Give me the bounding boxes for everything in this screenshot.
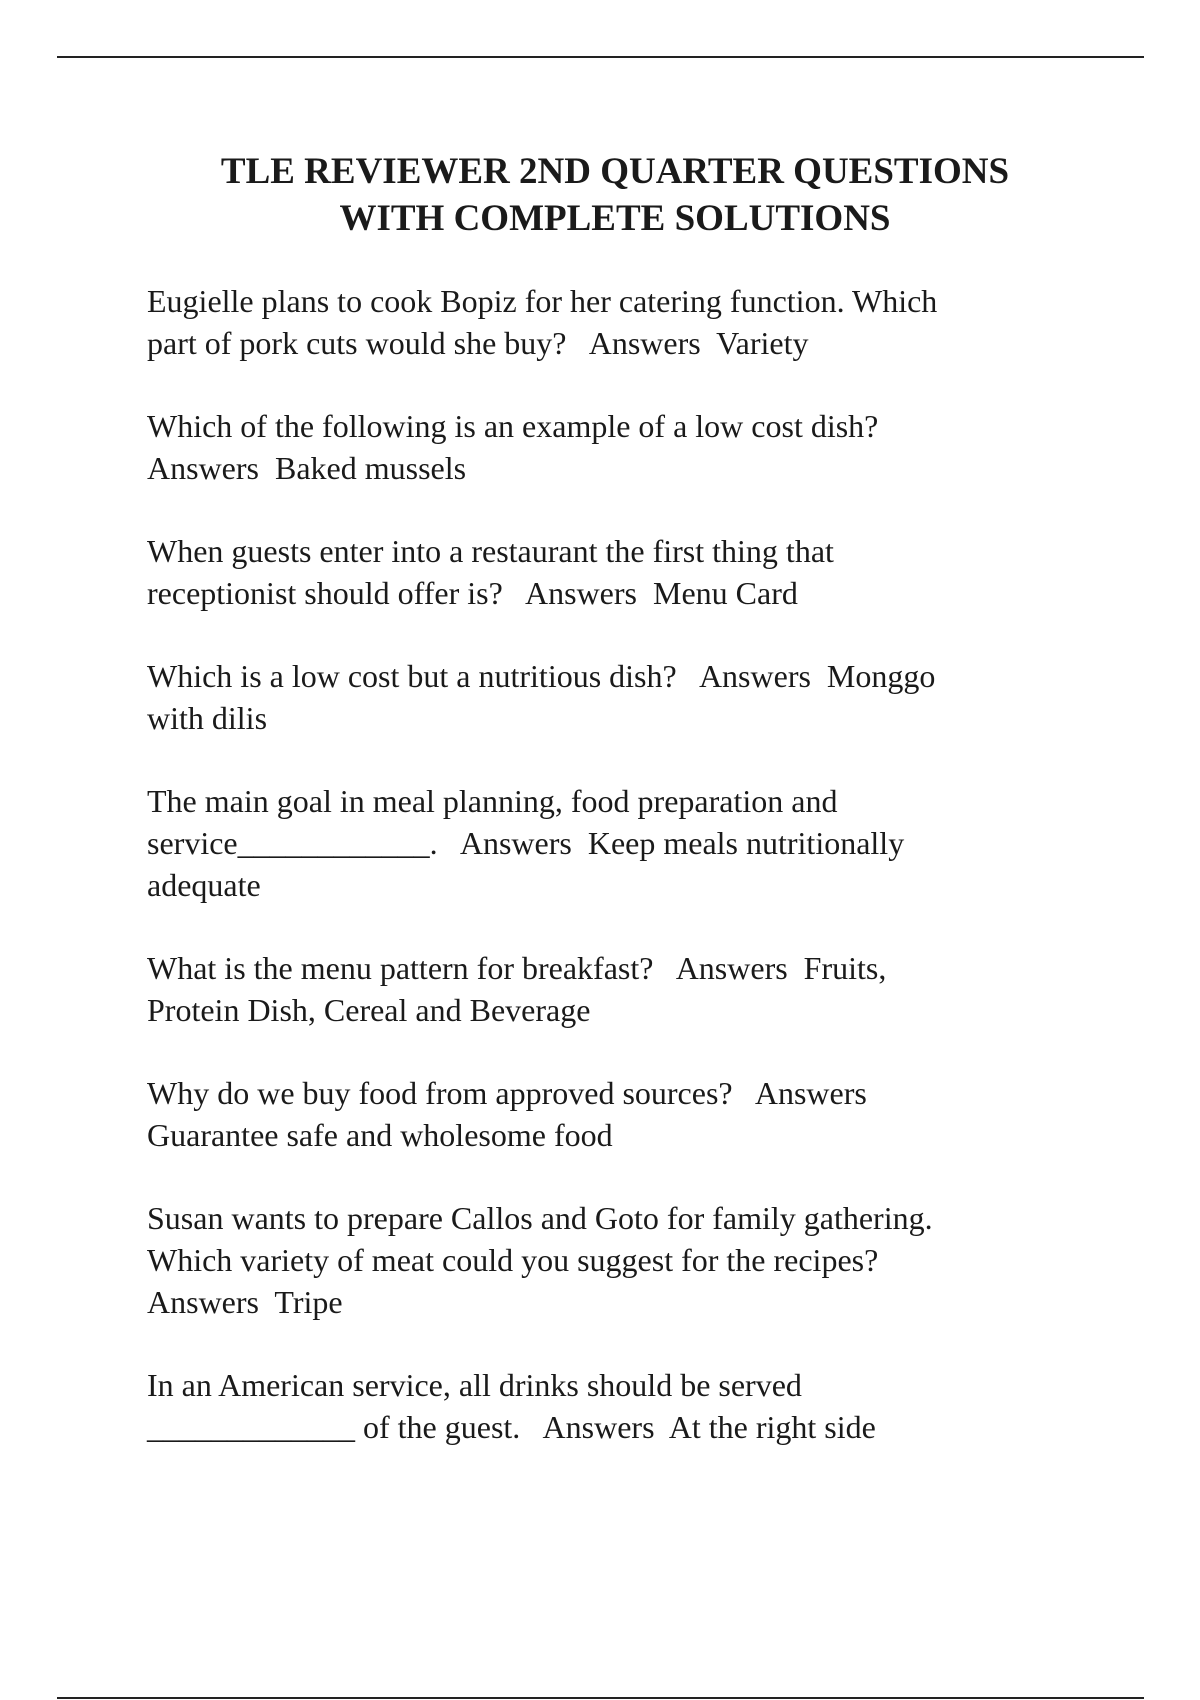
answer-label: Answers — [542, 1409, 655, 1445]
answer-text: Keep meals nutritionally — [587, 825, 905, 861]
bottom-divider — [57, 1697, 1144, 1699]
title-line-1: TLE REVIEWER 2ND QUARTER QUESTIONS — [220, 151, 1010, 192]
page-title — [140, 148, 1090, 242]
question-text: When guests enter into a restaurant the first thing that — [147, 533, 834, 569]
answer-text-continued: adequate — [147, 867, 261, 903]
qa-item-2 — [147, 405, 1087, 489]
answer-label: Answers — [525, 575, 637, 611]
answer-text-continued: Protein Dish, Cereal and Beverage — [147, 992, 591, 1028]
qa-item-1 — [147, 280, 1087, 364]
question-text: _____________ of the guest. — [147, 1409, 521, 1445]
question-text: Why do we buy food from approved sources? — [147, 1075, 733, 1111]
answer-label: Answers — [698, 658, 811, 694]
answer-label: Answers — [147, 1284, 259, 1320]
qa-item-9 — [147, 1364, 1087, 1448]
answer-text: Tripe — [274, 1284, 343, 1320]
answer-label: Answers — [147, 450, 259, 486]
question-text: Susan wants to prepare Callos and Goto for family gathering. — [147, 1200, 933, 1236]
answer-text: Variety — [716, 325, 809, 361]
qa-item-4 — [147, 655, 1087, 739]
question-text: Which variety of meat could you suggest for the recipes? — [147, 1242, 879, 1278]
question-text: service____________. — [147, 825, 438, 861]
answer-label: Answers — [675, 950, 788, 986]
title-line-2: WITH COMPLETE SOLUTIONS — [339, 198, 891, 239]
qa-item-6 — [147, 947, 1087, 1031]
question-text: Eugielle plans to cook Bopiz for her catering function. Which — [147, 283, 938, 319]
top-divider — [57, 56, 1144, 58]
qa-item-8 — [147, 1197, 1087, 1323]
qa-item-5 — [147, 780, 1087, 906]
qa-item-7 — [147, 1072, 1087, 1156]
answer-label: Answers — [588, 325, 701, 361]
answer-label: Answers — [459, 825, 572, 861]
question-text: What is the menu pattern for breakfast? — [147, 950, 654, 986]
answer-text-continued: with dilis — [147, 700, 268, 736]
question-text: Which is a low cost but a nutritious dish? — [147, 658, 677, 694]
question-text: receptionist should offer is? — [147, 575, 503, 611]
answer-text: Baked mussels — [274, 450, 467, 486]
qa-item-3 — [147, 530, 1087, 614]
question-text: Which of the following is an example of a low cost dish? — [147, 408, 879, 444]
question-text: part of pork cuts would she buy? — [147, 325, 567, 361]
answer-text: Monggo — [826, 658, 936, 694]
question-text: In an American service, all drinks should be served — [147, 1367, 802, 1403]
answer-label: Answers — [754, 1075, 867, 1111]
answer-text: Fruits, — [803, 950, 887, 986]
answer-text: Menu Card — [652, 575, 798, 611]
qa-list — [147, 280, 1087, 1489]
question-text: The main goal in meal planning, food preparation and — [147, 783, 838, 819]
answer-text: Guarantee safe and wholesome food — [147, 1117, 613, 1153]
answer-text: At the right side — [668, 1409, 876, 1445]
